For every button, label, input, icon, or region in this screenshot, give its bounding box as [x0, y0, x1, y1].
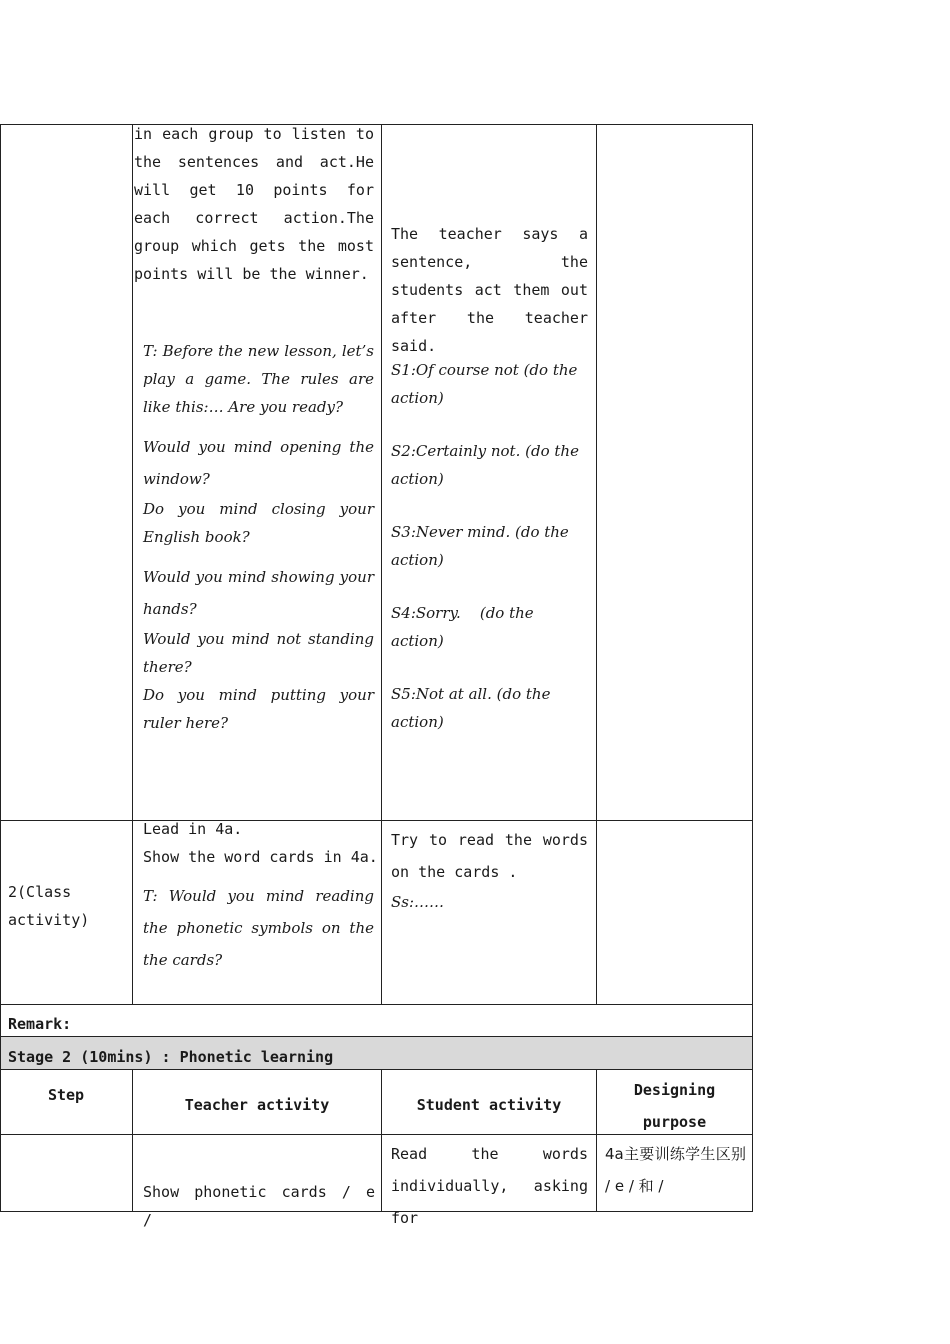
table-border	[0, 1211, 753, 1212]
table-border	[0, 124, 753, 125]
stage-title: Stage 2 (10mins) : Phonetic learning	[8, 1048, 334, 1066]
teacher-phonetic-cards: Show phonetic cards / e /	[143, 1183, 375, 1229]
table-border	[132, 124, 133, 1005]
designing-purpose-text: 4a主要训练学生区别 / e / 和 /	[605, 1145, 746, 1195]
student-response: S5:Not at all. (do the action)	[391, 685, 551, 731]
table-border	[752, 124, 753, 1212]
teacher-lead-in	[143, 815, 378, 871]
student-response: S3:Never mind. (do the action)	[391, 523, 569, 569]
teacher-line: Show the word cards in 4a.	[143, 848, 378, 866]
header-step: Step	[47, 1086, 85, 1104]
teacher-dialogue-line: Do you mind putting your ruler here?	[143, 686, 374, 732]
student-intro-text: The teacher says a sentence, the students act them out after the teacher said.	[391, 225, 588, 355]
table-border	[381, 124, 382, 1005]
student-responses	[391, 356, 591, 736]
teacher-dialogue-line: Would you mind showing your hands?	[143, 568, 374, 618]
teacher-dialogue-line: Do you mind closing your English book?	[143, 500, 374, 546]
teacher-dialogue-line: Would you mind opening the window?	[143, 438, 374, 488]
student-response: S2:Certainly not. (do the action)	[391, 442, 579, 488]
table-border	[596, 1069, 597, 1212]
header-designing-purpose: Designing purpose	[633, 1081, 716, 1131]
teacher-dialogue-line: T: Before the new lesson, let’s play a game. The rules are like this:… Are you ready?	[143, 342, 374, 416]
teacher-line: Lead in 4a.	[143, 820, 243, 838]
student-dialogue-2: Ss:……	[391, 893, 445, 911]
student-response: S1:Of course not (do the action)	[391, 361, 578, 407]
teacher-dialogue	[143, 337, 374, 737]
student-response: S4:Sorry. (do the action)	[391, 604, 539, 650]
remark-label: Remark:	[8, 1015, 72, 1033]
student-read-words: Read the words individually, asking for	[391, 1145, 588, 1227]
teacher-rules-text: in each group to listen to the sentences and act.He will get 10 points for each correct action.The group which gets the most points will be the winner.	[134, 125, 374, 283]
table-border	[596, 124, 597, 1005]
header-teacher-activity: Teacher activity	[184, 1096, 330, 1114]
table-border	[0, 1004, 753, 1005]
teacher-dialogue-line: Would you mind not standing there?	[143, 630, 374, 676]
header-student-activity: Student activity	[416, 1096, 562, 1114]
student-try-text: Try to read the words on the cards .	[391, 831, 588, 881]
teacher-dialogue-2: T: Would you mind reading the phonetic symbols on the the cards?	[143, 887, 374, 969]
table-border	[0, 124, 1, 1212]
step-cell: 2(Class activity)	[8, 883, 90, 929]
